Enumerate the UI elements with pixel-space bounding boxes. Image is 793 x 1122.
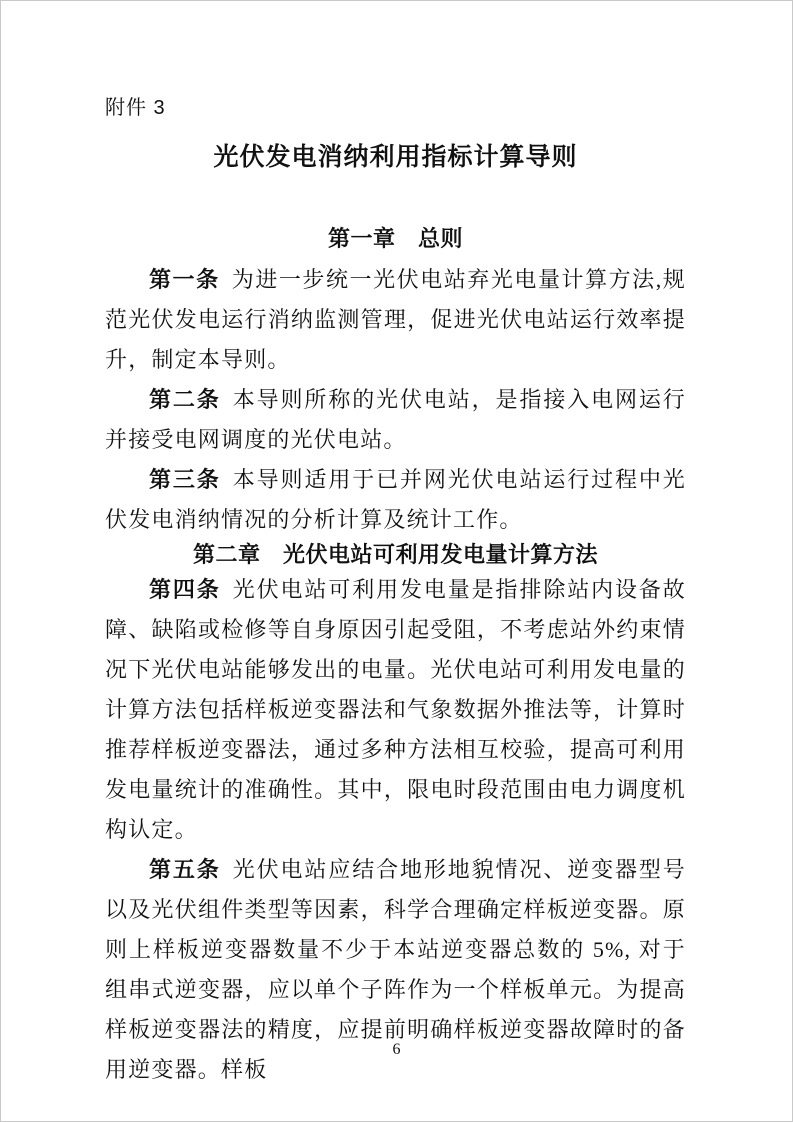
article-1-text: 为进一步统一光伏电站弃光电量计算方法,规范光伏发电运行消纳监测管理，促进光伏电站运行效率提升，制定本导则。 <box>105 267 686 372</box>
article-3-number: 第三条 <box>149 467 221 492</box>
attachment-label: 附件 3 <box>105 97 166 119</box>
chapter-1-heading: 第一章 总则 <box>327 226 463 251</box>
article-1-number: 第一条 <box>149 267 220 292</box>
article-4-number: 第四条 <box>149 577 221 602</box>
article-2-text: 本导则所称的光伏电站，是指接入电网运行并接受电网调度的光伏电站。 <box>105 387 686 452</box>
document-content <box>1 95 792 1090</box>
article-3-paragraph <box>105 460 686 540</box>
chapter-2-heading: 第二章 光伏电站可利用发电量计算方法 <box>192 542 598 567</box>
document-title: 光伏发电消纳利用指标计算导则 <box>213 143 578 171</box>
article-2-number: 第二条 <box>149 387 221 412</box>
article-5-number: 第五条 <box>149 857 221 882</box>
article-3-text: 本导则适用于已并网光伏电站运行过程中光伏发电消纳情况的分析计算及统计工作。 <box>105 467 686 532</box>
article-2-paragraph <box>105 380 686 460</box>
article-4-paragraph <box>105 570 686 850</box>
article-1-paragraph <box>105 260 686 380</box>
article-5-text: 光伏电站应结合地形地貌情况、逆变器型号以及光伏组件类型等因素，科学合理确定样板逆变器。原则上样板逆变器数量不少于本站逆变器总数的 5%, 对于组串式逆变器，应以单个子阵作为一个样板单元。为提高样板逆变器法的精度，应提前明确样板逆变器故障时的备用逆变器。样板 <box>105 857 686 1082</box>
article-4-text: 光伏电站可利用发电量是指排除站内设备故障、缺陷或检修等自身原因引起受阻，不考虑站外约束情况下光伏电站能够发出的电量。光伏电站可利用发电量的计算方法包括样板逆变器法和气象数据外推法等，计算时推荐样板逆变器法，通过多种方法相互校验，提高可利用发电量统计的准确性。其中，限电时段范围由电力调度机构认定。 <box>105 577 686 842</box>
page-number: 6 <box>392 1041 401 1058</box>
